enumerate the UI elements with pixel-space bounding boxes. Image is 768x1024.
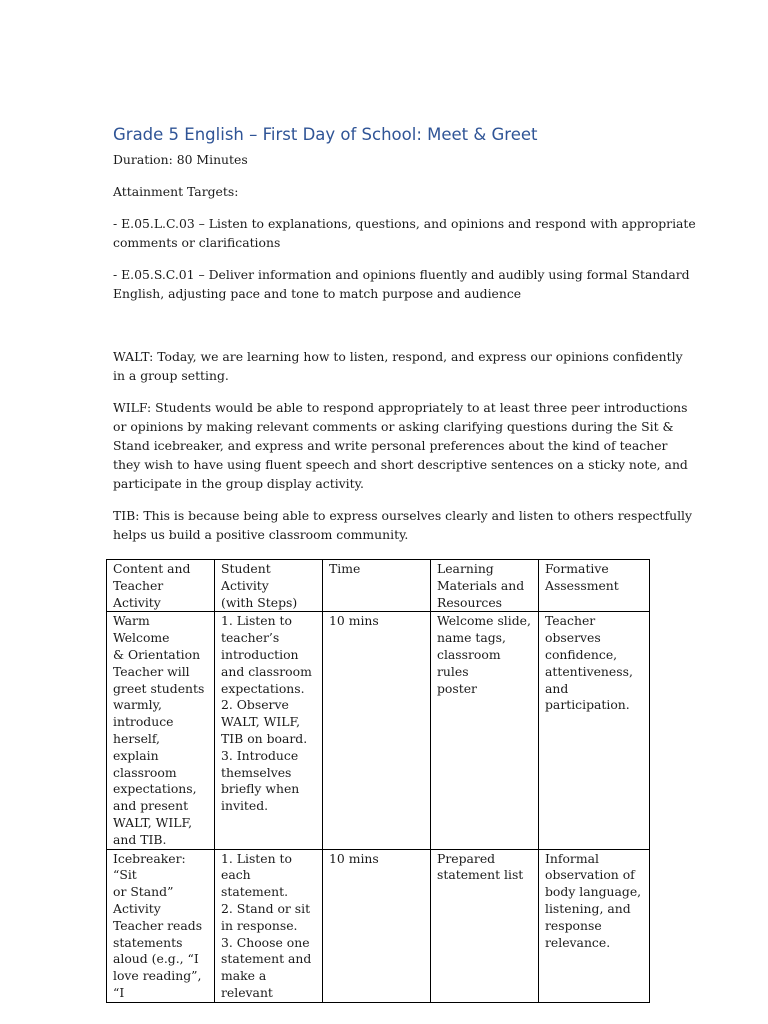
- cell-line: 1. Listen to: [221, 850, 292, 866]
- page-title: Grade 5 English – First Day of School: Meet & Greet: [113, 125, 538, 144]
- duration-text: Duration: 80 Minutes: [113, 152, 248, 167]
- cell-line: participation.: [545, 697, 630, 713]
- cell-line: greet students: [113, 680, 205, 696]
- table-header-row: [107, 560, 650, 612]
- cell-content-teacher-activity: [107, 849, 215, 1002]
- cell-time: [323, 612, 431, 849]
- cell-line: statement and: [221, 951, 312, 967]
- cell-line: Activity: [113, 900, 161, 916]
- table-row: [107, 612, 650, 849]
- cell-line: in response.: [221, 917, 298, 933]
- lesson-plan-table-body: [107, 560, 650, 1003]
- cell-line: introduce: [113, 714, 174, 730]
- cell-line: relevance.: [545, 934, 611, 950]
- header-student-activity: Student Activity (with Steps): [215, 560, 323, 612]
- cell-line: classroom rules: [437, 646, 501, 679]
- cell-line: name tags,: [437, 630, 506, 646]
- cell-line: 3. Choose one: [221, 934, 310, 950]
- cell-line: teacher’s: [221, 630, 280, 646]
- cell-line: warmly,: [113, 697, 162, 713]
- cell-line: WALT, WILF,: [113, 814, 193, 830]
- header-content-teacher-activity: Content and Teacher Activity: [107, 560, 215, 612]
- cell-content-teacher-activity: [107, 612, 215, 849]
- cell-line: briefly when: [221, 781, 300, 797]
- wilf-line-3: Stand icebreaker, and express and write personal preferences about the kind of teacher: [113, 438, 668, 453]
- walt-line-1: WALT: Today, we are learning how to listen, respond, and express our opinions confidently: [113, 349, 683, 364]
- cell-student-activity: [215, 612, 323, 849]
- header-formative-assessment: Formative Assessment: [539, 560, 650, 612]
- tib-line-1: TIB: This is because being able to express ourselves clearly and listen to others respectfully: [113, 508, 693, 523]
- wilf-line-2: or opinions by making relevant comments or asking clarifying questions during the Sit &: [113, 419, 674, 434]
- cell-line: 3. Introduce: [221, 747, 299, 763]
- tib-paragraph: [113, 506, 693, 544]
- target-1-line-1: - E.05.L.C.03 – Listen to explanations, questions, and opinions and respond with appropriate: [113, 216, 696, 231]
- cell-line: aloud (e.g., “I: [113, 951, 199, 967]
- wilf-line-5: participate in the group display activity.: [113, 476, 364, 491]
- target-1-line-2: comments or clarifications: [113, 235, 281, 250]
- cell-line: and present: [113, 798, 189, 814]
- cell-formative-assessment: [539, 849, 650, 1002]
- cell-student-activity: [215, 849, 323, 1002]
- cell-line: themselves: [221, 764, 292, 780]
- cell-line: Icebreaker: “Sit: [113, 850, 186, 883]
- cell-line: Teacher reads: [113, 917, 203, 933]
- cell-line: 2. Stand or sit: [221, 900, 311, 916]
- cell-line: 1. Listen to: [221, 613, 292, 629]
- cell-time: [323, 849, 431, 1002]
- cell-learning-materials: [431, 612, 539, 849]
- lesson-plan-table: [106, 559, 650, 1003]
- cell-line: Warm Welcome: [113, 613, 170, 646]
- target-2-line-2: English, adjusting pace and tone to match purpose and audience: [113, 286, 522, 301]
- cell-line: each statement.: [221, 867, 289, 900]
- cell-line: Informal: [545, 850, 599, 866]
- cell-line: confidence,: [545, 646, 618, 662]
- wilf-line-1: WILF: Students would be able to respond appropriately to at least three peer introductions: [113, 400, 688, 415]
- cell-line: 2. Observe: [221, 697, 289, 713]
- cell-line: statements: [113, 934, 183, 950]
- cell-line: Teacher will: [113, 663, 190, 679]
- cell-learning-materials: [431, 849, 539, 1002]
- cell-line: poster: [437, 680, 477, 696]
- cell-line: and classroom: [221, 663, 312, 679]
- wilf-paragraph: [113, 398, 688, 493]
- cell-line: TIB on board.: [221, 730, 308, 746]
- cell-line: observation of: [545, 867, 635, 883]
- header-learning-materials: Learning Materials and Resources: [431, 560, 539, 612]
- cell-line: response: [545, 917, 602, 933]
- cell-line: invited.: [221, 798, 269, 814]
- cell-line: expectations.: [221, 680, 305, 696]
- cell-line: Prepared: [437, 850, 496, 866]
- walt-paragraph: [113, 347, 683, 385]
- cell-line: WALT, WILF,: [221, 714, 301, 730]
- cell-line: love reading”, “I: [113, 968, 202, 1000]
- cell-line: 10 mins: [329, 613, 379, 629]
- tib-line-2: helps us build a positive classroom community.: [113, 527, 409, 542]
- document-body: [113, 124, 696, 544]
- attainment-heading: Attainment Targets:: [113, 184, 239, 199]
- target-2-line-1: - E.05.S.C.01 – Deliver information and opinions fluently and audibly using formal Standard: [113, 267, 690, 282]
- wilf-line-4: they wish to have using fluent speech and short descriptive sentences on a sticky note, and: [113, 457, 688, 472]
- cell-line: body language,: [545, 884, 642, 900]
- cell-line: observes: [545, 630, 601, 646]
- attainment-target-2: [113, 265, 690, 303]
- cell-line: classroom: [113, 764, 177, 780]
- cell-line: & Orientation: [113, 646, 201, 662]
- cell-formative-assessment: [539, 612, 650, 849]
- cell-line: 10 mins: [329, 850, 379, 866]
- cell-line: herself, explain: [113, 730, 160, 763]
- table-row: [107, 849, 650, 1002]
- cell-line: Teacher: [545, 613, 596, 629]
- cell-line: statement list: [437, 867, 524, 883]
- cell-line: introduction: [221, 646, 299, 662]
- cell-line: listening, and: [545, 900, 631, 916]
- cell-line: expectations,: [113, 781, 197, 797]
- walt-line-2: in a group setting.: [113, 368, 229, 383]
- cell-line: make a relevant: [221, 968, 273, 1000]
- cell-line: Welcome slide,: [437, 613, 531, 629]
- cell-line: or Stand”: [113, 884, 174, 900]
- cell-line: and TIB.: [113, 831, 167, 847]
- attainment-target-1: [113, 214, 696, 252]
- cell-line: and: [545, 680, 569, 696]
- cell-line: attentiveness,: [545, 663, 633, 679]
- header-time: Time: [323, 560, 431, 612]
